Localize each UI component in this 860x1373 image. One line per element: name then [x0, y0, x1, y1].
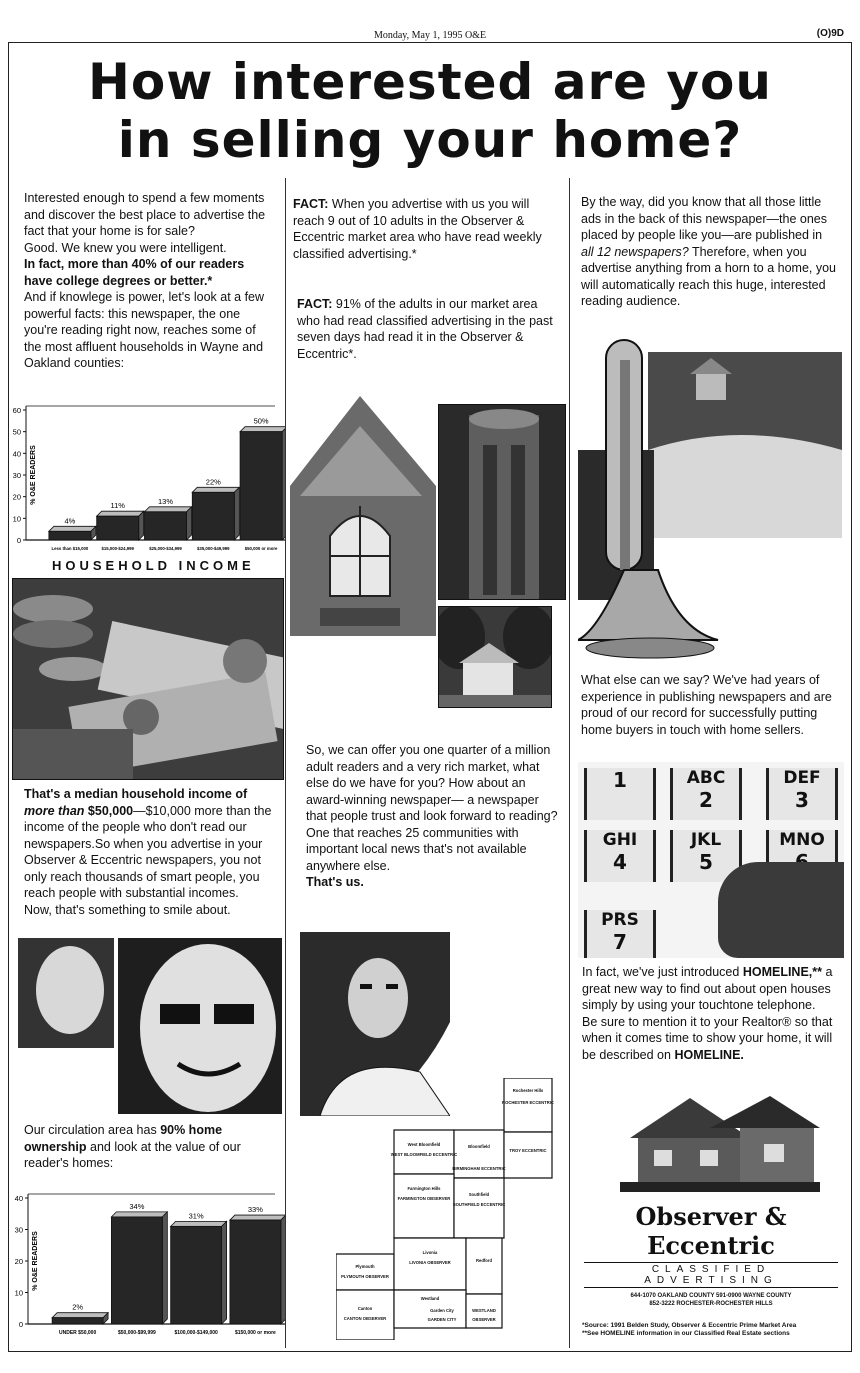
map-label-14: PLYMOUTH OBSERVER [341, 1274, 389, 1279]
smile-text: Now, that's something to smile about. [24, 902, 231, 917]
keypad-key-letters: JKL [690, 830, 722, 850]
y-tick-label-5: 50 [12, 427, 21, 437]
y-tick-label-1: 10 [14, 1288, 23, 1298]
map-label-16: Westland [420, 1296, 440, 1301]
source-notes [582, 1322, 844, 1338]
circ-bold: 90% home ownership [24, 1123, 223, 1154]
knowledge-text: And if knowlege is power, let's look at a few powerful facts: this newspaper, the one you're reading right now, reaches some of the most affluent households in Wayne and Oakland counties: [24, 290, 265, 370]
keypad-key-number: 4 [613, 850, 627, 874]
bar-4 [240, 432, 282, 540]
homeline-bold: HOMELINE,** [742, 965, 823, 979]
keypad [578, 762, 844, 958]
category-label-4: $50,000 or more [244, 546, 278, 551]
map-label-2: West Bloomfield [407, 1142, 441, 1147]
keypad-key-number: 2 [699, 788, 713, 812]
keypad-key-number: 3 [795, 788, 809, 812]
map-label-21: WESTLAND [472, 1308, 496, 1313]
phone-line-2: 852-3222 ROCHESTER-ROCHESTER HILLS [649, 1301, 773, 1307]
bar-0 [49, 531, 91, 540]
map-label-20: GARDEN CITY [427, 1317, 457, 1322]
source-note-2: **See HOMELINE information in our Classified Real Estate sections [582, 1330, 790, 1337]
map-label-15: Redford [475, 1258, 493, 1263]
dateline: Monday, May 1, 1995 O&E [373, 30, 487, 41]
keypad-key-letters: GHI [602, 830, 638, 850]
fact-1-label: FACT: [293, 197, 329, 211]
experience-text: What else can we say? We've had years of experience in publishing newspapers and are proud of our record for successfully putting home buyers in touch with home sellers. [581, 673, 832, 737]
ads-italic: all 12 newspapers? [581, 244, 689, 259]
fact-1 [293, 196, 561, 262]
fact-2 [297, 296, 559, 362]
bar-value-label-1: 11% [110, 501, 125, 511]
y-tick-label-4: 40 [12, 449, 21, 459]
bar-top-0 [49, 526, 96, 531]
house-tower-photo [438, 404, 566, 600]
column-rule-1 [285, 178, 286, 1348]
map-label-19: Garden City [430, 1308, 454, 1313]
bar-side-4 [282, 427, 285, 540]
y-tick-label-0: 0 [16, 536, 21, 545]
ads-a: By the way, did you know that all those little ads in the back of this newspaper—the ones placed by people like you—are published in [581, 195, 827, 242]
keypad-key-letters: PRS [601, 910, 639, 930]
map-label-18: CANTON OBSERVER [343, 1316, 387, 1321]
bar-top-1 [97, 511, 144, 516]
degree-fact: In fact, more than 40% of our readers have college degrees or better.* [24, 257, 245, 288]
pressing-hand [718, 862, 844, 958]
category-label-3: $150,000 or more [234, 1330, 276, 1336]
bar-1 [97, 516, 139, 540]
y-axis-label: % O&E READERS [32, 1231, 39, 1291]
homeline-text [582, 964, 844, 1063]
category-label-1: $50,000-$99,999 [117, 1330, 156, 1336]
keypad-key-number: 7 [613, 930, 627, 954]
map-label-17: Canton [357, 1306, 373, 1311]
circ-a: Our circulation area has [24, 1123, 157, 1137]
source-note-1: *Source: 1991 Belden Study, Observer & Eccentric Prime Market Area [582, 1322, 797, 1329]
money-photo [12, 578, 284, 780]
median-bold-a: That's a median household income of [24, 787, 248, 801]
phone-line-1: 644-1070 OAKLAND COUNTY 591-0900 WAYNE COUNTY [630, 1293, 792, 1299]
smiling-people-photo [18, 938, 282, 1114]
map-label-8: FARMINGTON OBSERVER [397, 1196, 451, 1201]
realtor-bold: HOMELINE. [674, 1047, 744, 1062]
median-income-text [24, 786, 280, 918]
thats-us: That's us. [306, 875, 364, 889]
oe-logo-block [578, 1202, 844, 1308]
bar-2 [144, 512, 186, 540]
keypad-key-1 [584, 768, 656, 820]
headline-line-1: How interested are you [88, 53, 772, 111]
map-label-12: LIVONIA OBSERVER [409, 1260, 451, 1265]
y-tick-label-3: 30 [12, 471, 21, 480]
ads-b: Therefore, when you advertise anything from a horn to a home, you will automatically reach this huge, interested reading audience. [581, 244, 837, 308]
map-label-6: BIRMINGHAM ECCENTRIC [452, 1166, 506, 1171]
bar-side-3 [281, 1215, 285, 1324]
bar-top-2 [144, 507, 191, 512]
bar-top-3 [192, 487, 239, 492]
category-label-1: $15,000-$24,999 [101, 546, 134, 551]
home-value-chart [10, 1186, 285, 1342]
column-rule-2 [569, 178, 570, 1348]
column-1-intro [24, 190, 276, 372]
keypad-key-number: 5 [699, 850, 713, 874]
market-area-map [336, 1078, 562, 1340]
category-label-2: $100,000-$149,000 [174, 1330, 218, 1336]
fact-1-text: When you advertise with us you will reach 9 out of 10 adults in the Observer & Eccentric market area who have read weekly classified advertising.* [293, 197, 542, 261]
bar-value-label-1: 34% [129, 1201, 145, 1211]
intro-text: Interested enough to spend a few moments and discover the best place to advertise the fact that your home is for sale? [24, 191, 266, 238]
bar-side-2 [222, 1221, 227, 1324]
map-label-9: Southfield [468, 1192, 490, 1197]
house-illustration [620, 1088, 820, 1192]
homeline-a: In fact, we've just introduced [582, 965, 740, 979]
keypad-key-4 [584, 830, 656, 882]
map-label-4: Bloomfield [468, 1144, 490, 1149]
category-label-3: $35,000-$49,999 [197, 546, 230, 551]
oe-logo: Observer & Eccentric [635, 1202, 787, 1260]
bar-value-label-3: 22% [205, 477, 221, 487]
keypad-key-number: 1 [613, 768, 627, 792]
map-label-0: Rochester Hills [512, 1088, 544, 1093]
oe-logo-subtitle: CLASSIFIED ADVERTISING [584, 1262, 838, 1288]
bar-top-0 [52, 1313, 108, 1318]
bar-2 [171, 1226, 222, 1324]
map-label-10: SOUTHFIELD ECCENTRIC [452, 1202, 506, 1207]
keypad-photo [578, 762, 844, 958]
keypad-key-letters: MNO [779, 830, 825, 850]
bar-top-1 [111, 1212, 167, 1217]
classified-ads-text [581, 194, 837, 310]
circ-b: and look at the value of our reader's homes: [24, 1139, 241, 1170]
realtor-a: Be sure to mention it to your Realtor® so that when it comes time to show your home, it will be described on [582, 1014, 833, 1062]
household-income-chart [10, 398, 285, 556]
bar-top-2 [171, 1221, 227, 1226]
house-gable-photo [290, 386, 436, 636]
y-tick-label-1: 10 [12, 514, 21, 524]
y-tick-label-6: 60 [12, 406, 21, 415]
keypad-key-letters: ABC [686, 768, 726, 788]
bar-side-1 [162, 1212, 167, 1324]
bar-3 [192, 492, 234, 540]
house-yard-photo [438, 606, 552, 708]
headline-line-2: in selling your home? [117, 111, 743, 169]
homeline-b: a great new way to find out about open houses simply by using your touchtone telephone. [582, 965, 833, 1012]
bar-value-label-4: 50% [253, 416, 269, 426]
map-label-11: Livonia [422, 1250, 438, 1255]
fact-2-text: 91% of the adults in our market area who had read classified advertising in the past seven days had read it in the Observer & Eccentric*. [297, 297, 553, 361]
keypad-key-letters: DEF [783, 768, 821, 788]
y-tick-label-4: 40 [14, 1194, 23, 1203]
y-tick-label-2: 20 [14, 1257, 23, 1266]
offer-text [306, 742, 558, 891]
horn-and-home-photo [578, 330, 842, 660]
category-label-2: $25,000-$34,999 [149, 546, 182, 551]
median-bold-c: $50,000 [87, 803, 134, 818]
map-label-22: OBSERVER [472, 1317, 496, 1322]
median-rest: —$10,000 more than the income of the people who don't read our newspapers.So when you advertise in your Observer & Eccentric newspapers, you not only reach thousands of smart people, you reach people with substantial incomes. [24, 803, 272, 900]
map-label-1: ROCHESTER ECCENTRIC [502, 1100, 554, 1105]
bar-value-label-0: 4% [64, 516, 76, 526]
map-label-13: Plymouth [355, 1264, 375, 1269]
household-income-label: HOUSEHOLD INCOME [52, 558, 255, 573]
category-label-0: Less than $15,000 [51, 546, 89, 551]
bar-3 [230, 1220, 281, 1324]
home-ownership-text [24, 1122, 276, 1172]
bar-value-label-2: 31% [188, 1211, 204, 1221]
y-tick-label-3: 30 [14, 1225, 23, 1235]
category-label-0: UNDER $50,000 [59, 1330, 97, 1336]
fact-2-label: FACT: [297, 297, 333, 311]
offer-body: So, we can offer you one quarter of a million adult readers and a very rich market, what else do we have for you? How about an award-winning newspaper— a newspaper that people trust and look forward to reading? One that reaches 25 communities with important local news that's not available anywhere else. [306, 743, 558, 873]
page-number: (O)9D [816, 28, 844, 39]
bar-top-4 [240, 427, 285, 432]
bar-1 [111, 1217, 162, 1324]
map-label-7: Farmington Hills [407, 1186, 441, 1191]
y-tick-label-2: 20 [12, 492, 21, 502]
bar-top-3 [230, 1215, 285, 1220]
keypad-key-2 [670, 768, 742, 820]
bar-value-label-3: 33% [247, 1205, 263, 1215]
good-text: Good. We knew you were intelligent. [24, 240, 227, 255]
bar-0 [52, 1318, 103, 1324]
keypad-key-3 [766, 768, 838, 820]
bar-value-label-2: 13% [157, 496, 174, 506]
median-bold-b: more than [24, 803, 85, 818]
bar-side-2 [187, 507, 192, 540]
map-label-3: WEST BLOOMFIELD ECCENTRIC [390, 1152, 458, 1157]
bar-side-1 [139, 511, 144, 540]
bar-side-3 [234, 487, 239, 540]
map-label-5: TROY ECCENTRIC [509, 1148, 547, 1153]
y-tick-label-0: 0 [18, 1320, 23, 1329]
bar-value-label-0: 2% [72, 1302, 84, 1312]
y-axis-label: % O&E READERS [30, 445, 37, 505]
keypad-key-7 [584, 910, 656, 958]
